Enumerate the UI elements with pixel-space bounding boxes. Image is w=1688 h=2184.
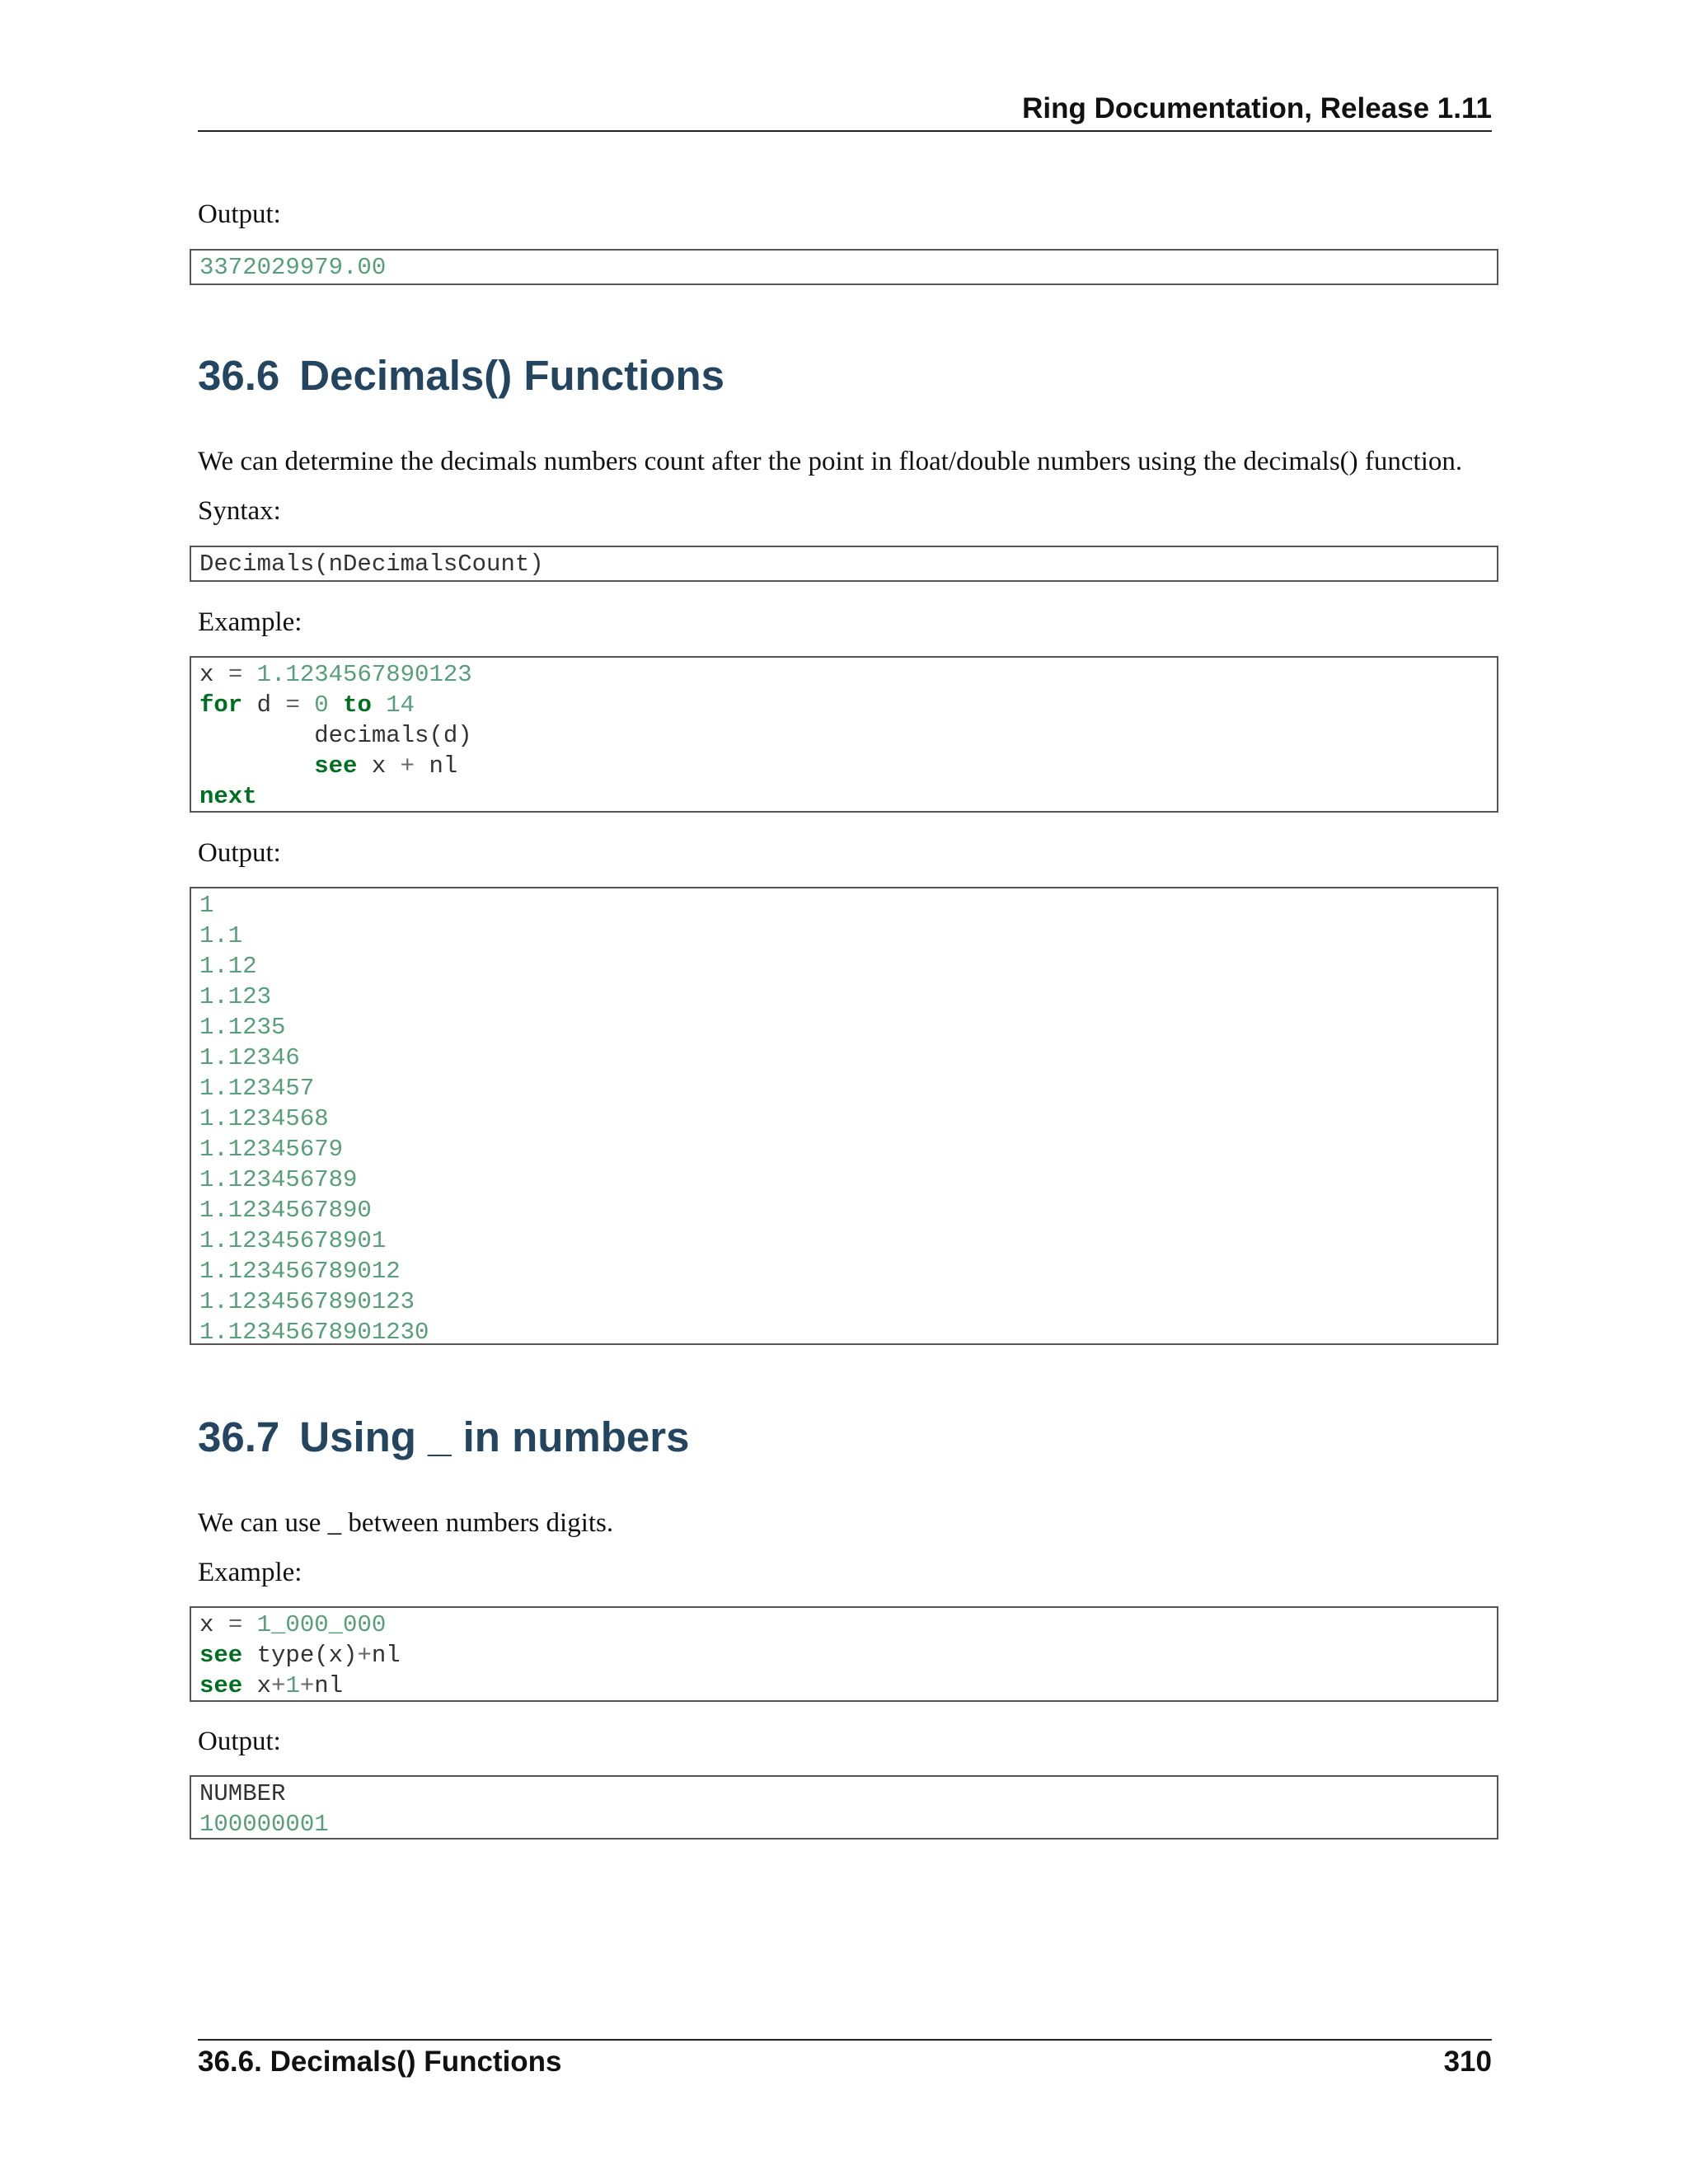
section-title: Decimals() Functions <box>299 352 725 399</box>
section-title: Using _ in numbers <box>299 1413 690 1460</box>
output-block <box>190 887 1498 1345</box>
section-heading-decimals <box>198 351 724 400</box>
output-block <box>190 249 1498 285</box>
output-line: 3372029979.00 <box>199 254 387 281</box>
output-line: 1.1234567890123 <box>199 1288 415 1315</box>
code-line: next <box>199 783 257 810</box>
output-label: Output: <box>198 838 281 868</box>
output-line: 1.12 <box>199 953 257 980</box>
header-divider <box>198 130 1492 132</box>
running-header: Ring Documentation, Release 1.11 <box>1022 92 1492 124</box>
code-line: see x+1+nl <box>199 1672 344 1699</box>
syntax-block <box>190 546 1498 582</box>
output-line: 1.1 <box>199 922 243 949</box>
section-paragraph: We can determine the decimals numbers count after the point in float/double numbers using the decimals() function. <box>198 447 1463 476</box>
footer-section-title: 36.6. Decimals() Functions <box>198 2046 562 2078</box>
output-line: 1 <box>199 892 214 919</box>
output-line: 1.123 <box>199 983 272 1010</box>
code-line: see x + nl <box>314 752 458 780</box>
section-heading-underscore <box>198 1413 690 1461</box>
output-label: Output: <box>198 199 281 229</box>
syntax-code: Decimals(nDecimalsCount) <box>199 551 544 578</box>
output-line: 100000001 <box>199 1811 329 1838</box>
footer-divider <box>198 2039 1492 2041</box>
output-line: 1.1235 <box>199 1014 286 1041</box>
code-line: for d = 0 to 14 <box>199 691 415 719</box>
example-label: Example: <box>198 607 302 637</box>
output-line: 1.123457 <box>199 1075 315 1102</box>
output-line: 1.1234567890 <box>199 1197 372 1224</box>
example-label: Example: <box>198 1558 302 1587</box>
section-number: 36.7 <box>198 1413 280 1460</box>
example-code-block <box>190 1606 1498 1702</box>
output-line: 1.1234568 <box>199 1105 329 1132</box>
code-line: decimals(d) <box>314 722 472 749</box>
page-number: 310 <box>1443 2046 1492 2078</box>
code-line: x = 1.1234567890123 <box>199 661 472 688</box>
section-paragraph: We can use _ between numbers digits. <box>198 1508 614 1538</box>
example-code-block <box>190 656 1498 813</box>
output-block <box>190 1775 1498 1840</box>
output-line: 1.123456789012 <box>199 1258 401 1285</box>
output-line: 1.12346 <box>199 1044 300 1071</box>
output-label: Output: <box>198 1727 281 1756</box>
code-line: x = 1_000_000 <box>199 1611 387 1638</box>
section-number: 36.6 <box>198 352 280 399</box>
code-line: see type(x)+nl <box>199 1642 401 1669</box>
output-line: 1.123456789 <box>199 1166 358 1193</box>
output-line: 1.12345678901 <box>199 1227 387 1254</box>
output-line: NUMBER <box>199 1780 286 1807</box>
output-line: 1.12345679 <box>199 1136 344 1163</box>
output-line: 1.12345678901230 <box>199 1319 429 1346</box>
syntax-label: Syntax: <box>198 496 281 526</box>
